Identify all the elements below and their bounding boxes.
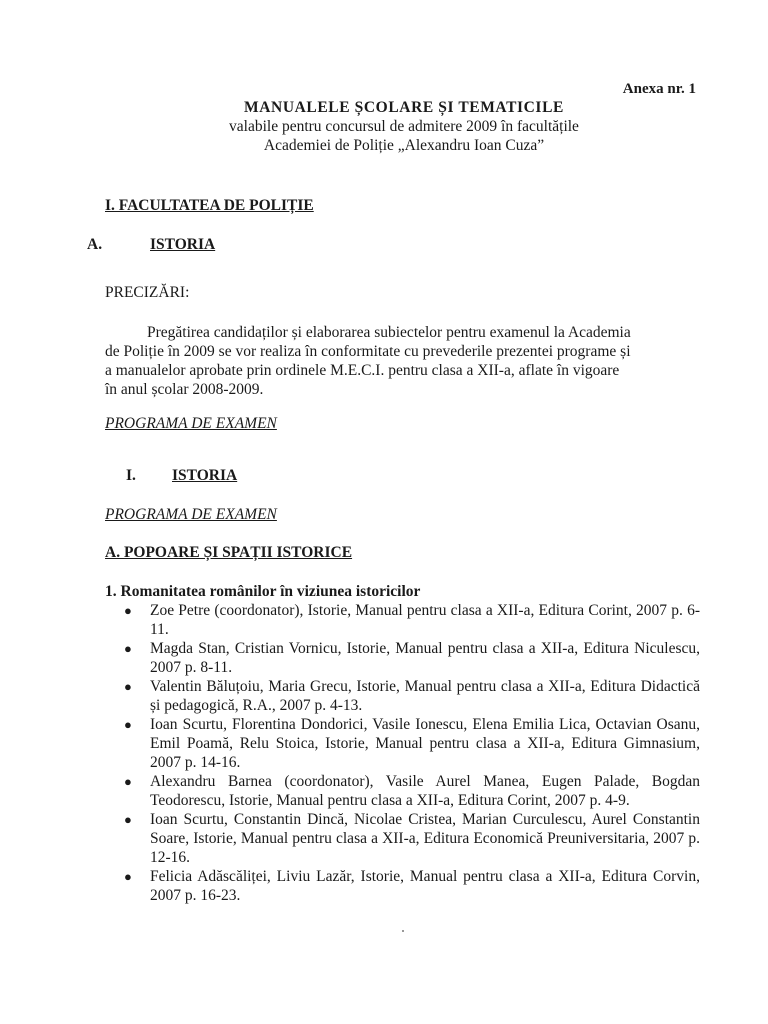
bullet-icon: ● — [124, 774, 132, 789]
bullet-icon: ● — [124, 679, 132, 694]
bullet-icon: ● — [124, 869, 132, 884]
paragraph-line: în anul școlar 2008-2009. — [105, 381, 264, 398]
faculty-heading: I. FACULTATEA DE POLIȚIE — [105, 197, 314, 214]
paragraph-line: Pregătirea candidaților și elaborarea subiectelor pentru examenul la Academia — [147, 324, 631, 341]
list-item: ● Ioan Scurtu, Constantin Dincă, Nicolae Cristea, Marian Curculescu, Aurel Constantin Soare, Istorie, Manual pentru clasa a XII-a, Editura Economică Preuniversitaria, 2007 p. 12-16. — [124, 811, 700, 866]
scan-speck — [402, 930, 404, 932]
section-i-title: ISTORIA — [172, 467, 238, 484]
list-item: ● Zoe Petre (coordonator), Istorie, Manual pentru clasa a XII-a, Editura Corint, 2007 p. 6-11. — [124, 602, 700, 638]
intro-paragraph — [105, 323, 699, 399]
list-item: ● Magda Stan, Cristian Vornicu, Istorie, Manual pentru clasa a XII-a, Editura Niculescu, 2007 p. 8-11. — [124, 640, 700, 676]
document-title-block — [0, 98, 768, 155]
bullet-icon: ● — [124, 641, 132, 656]
subsection-heading: A. POPOARE ȘI SPAȚII ISTORICE — [105, 544, 353, 561]
bibliography-list — [120, 601, 700, 905]
document-title: MANUALELE ȘCOLARE ȘI TEMATICILE — [244, 99, 564, 116]
program-label-1: PROGRAMA DE EXAMEN — [105, 415, 277, 432]
section-i-number: I. — [126, 467, 136, 484]
program-label-2: PROGRAMA DE EXAMEN — [105, 506, 277, 523]
bullet-icon: ● — [124, 812, 132, 827]
precizari-label: PRECIZĂRI: — [105, 284, 190, 301]
list-item: ● Alexandru Barnea (coordonator), Vasile Aurel Manea, Eugen Palade, Bogdan Teodorescu, Istorie, Manual pentru clasa a XII-a, Editura Corint, 2007 p. 4-9. — [124, 773, 700, 809]
bullet-icon: ● — [124, 603, 132, 618]
paragraph-line: a manualelor aprobate prin ordinele M.E.C.I. pentru clasa a XII-a, aflate în vigoare — [105, 362, 620, 379]
topic-heading: 1. Romanitatea românilor în viziunea istoricilor — [105, 583, 421, 600]
list-item: ● Valentin Băluțoiu, Maria Grecu, Istorie, Manual pentru clasa a XII-a, Editura Didactică și pedagogică, R.A., 2007 p. 4-13. — [124, 678, 700, 714]
section-a-letter: A. — [87, 236, 103, 253]
list-item: ● Felicia Adăscăliței, Liviu Lazăr, Istorie, Manual pentru clasa a XII-a, Editura Corvin, 2007 p. 16-23. — [124, 868, 700, 904]
document-subtitle-line-2: Academiei de Poliție „Alexandru Ioan Cuza” — [263, 137, 545, 154]
annex-label: Anexa nr. 1 — [622, 81, 696, 97]
section-a-title: ISTORIA — [150, 236, 216, 253]
document-subtitle-line-1: valabile pentru concursul de admitere 2009 în facultățile — [229, 118, 579, 135]
bullet-icon: ● — [124, 717, 132, 732]
list-item: ● Ioan Scurtu, Florentina Dondorici, Vasile Ionescu, Elena Emilia Lica, Octavian Osanu, Emil Poamă, Relu Stoica, Istorie, Manual pentru clasa a XII-a, Editura Gimnasium, 2007 p. 14-16. — [124, 716, 700, 771]
paragraph-line: de Poliție în 2009 se vor realiza în conformitate cu prevederile prezentei programe și — [105, 343, 631, 360]
